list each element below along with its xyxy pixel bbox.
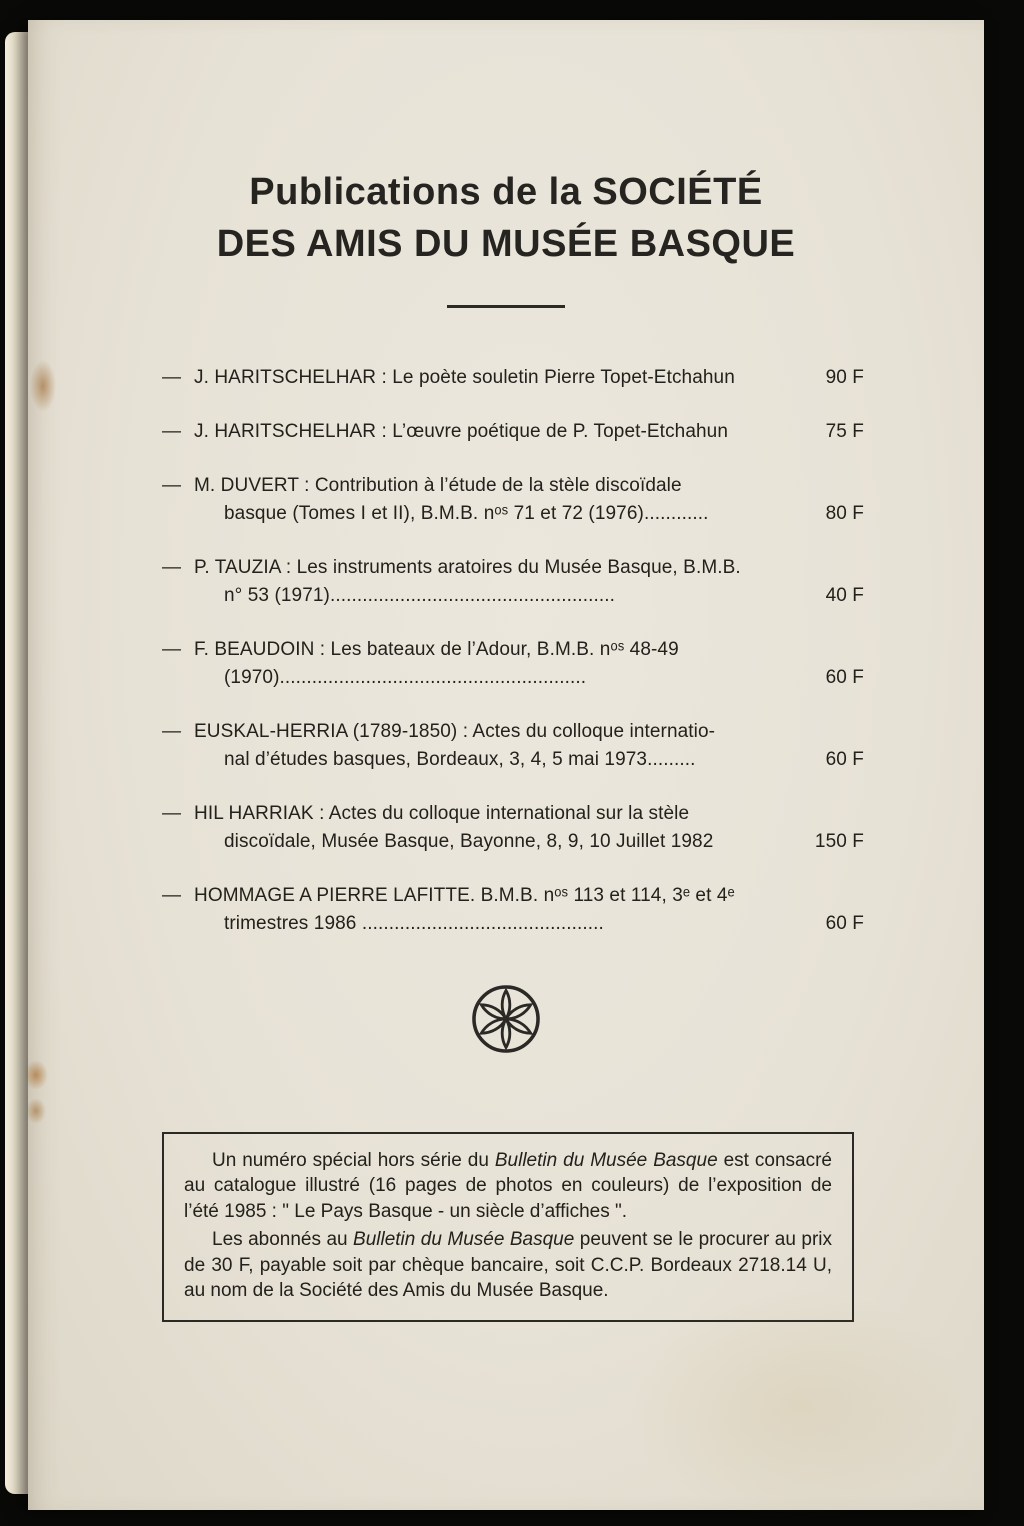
title-divider — [447, 305, 565, 308]
publication-price: 60 F — [825, 912, 864, 934]
item-bullet-dash: — — [162, 638, 182, 660]
publication-line: basque (Tomes I et II), B.M.B. nᵒˢ 71 et 72 (1976)............ — [224, 502, 709, 524]
publication-line: M. DUVERT : Contribution à l’étude de la stèle discoïdale — [194, 474, 682, 496]
item-lines — [194, 472, 790, 528]
item-bullet-dash: — — [162, 474, 182, 496]
publication-line: HOMMAGE A PIERRE LAFITTE. B.M.B. nᵒˢ 113 et 114, 3ᵉ et 4ᵉ — [194, 884, 735, 906]
publication-price: 60 F — [825, 748, 864, 770]
item-lines — [194, 800, 790, 856]
publication-item — [162, 364, 864, 392]
page-title — [58, 166, 954, 271]
publication-price: 60 F — [825, 666, 864, 688]
note-text-segment: Un numéro spécial hors série du — [212, 1149, 495, 1171]
note-text-segment: Les abonnés au — [212, 1229, 354, 1251]
publication-line: discoïdale, Musée Basque, Bayonne, 8, 9, 10 Juillet 1982 — [224, 830, 714, 852]
page-title-line-2: DES AMIS DU MUSÉE BASQUE — [216, 223, 796, 266]
book-page — [28, 20, 984, 1510]
item-lines — [194, 418, 790, 446]
publication-price: 150 F — [814, 830, 864, 852]
publication-item — [162, 718, 864, 774]
publication-item — [162, 800, 864, 856]
item-lines — [194, 882, 790, 938]
note-paragraph — [184, 1227, 832, 1304]
paper-stain — [26, 1098, 46, 1124]
paper-stain — [24, 1060, 48, 1090]
publication-line: F. BEAUDOIN : Les bateaux de l’Adour, B.M.B. nᵒˢ 48-49 — [194, 638, 679, 660]
item-bullet-dash: — — [162, 720, 182, 742]
note-text-segment: Bulletin du Musée Basque — [494, 1149, 718, 1171]
publication-line: n° 53 (1971)..................................................... — [224, 584, 616, 606]
rosette-emblem-icon — [469, 982, 543, 1056]
note-paragraph — [184, 1148, 832, 1225]
note-text-segment: peuvent se le procurer au prix de 30 F, payable soit par chèque bancaire, soit C.C.P. Bordeaux 2718.14 U, au nom de la Société des Amis du Musée Basque. — [184, 1229, 832, 1302]
publication-item — [162, 472, 864, 528]
publication-price: 90 F — [825, 366, 864, 388]
item-bullet-dash: — — [162, 420, 182, 442]
publication-line: HIL HARRIAK : Actes du colloque international sur la stèle — [194, 802, 690, 824]
publication-line: nal d’études basques, Bordeaux, 3, 4, 5 mai 1973......... — [224, 748, 696, 770]
publication-item — [162, 636, 864, 692]
item-bullet-dash: — — [162, 556, 182, 578]
paper-stain — [628, 1290, 968, 1520]
publication-line: P. TAUZIA : Les instruments aratoires du Musée Basque, B.M.B. — [194, 556, 741, 578]
item-bullet-dash: — — [162, 884, 182, 906]
item-lines — [194, 554, 790, 610]
item-bullet-dash: — — [162, 366, 182, 388]
paper-stain — [30, 360, 56, 412]
note-box — [162, 1132, 854, 1322]
publication-item — [162, 418, 864, 446]
note-text-segment: Bulletin du Musée Basque — [353, 1229, 575, 1251]
publication-price: 75 F — [825, 420, 864, 442]
publication-item — [162, 882, 864, 938]
page-title-line-1: Publications de la SOCIÉTÉ — [249, 171, 763, 213]
publication-line: J. HARITSCHELHAR : L’œuvre poétique de P. Topet-Etchahun — [194, 420, 728, 442]
item-lines — [194, 636, 790, 692]
publication-item — [162, 554, 864, 610]
item-bullet-dash: — — [162, 802, 182, 824]
publication-price: 80 F — [825, 502, 864, 524]
publication-line: trimestres 1986 ............................................. — [224, 912, 604, 934]
item-lines — [194, 718, 790, 774]
publication-line: (1970)......................................................... — [224, 666, 587, 688]
publication-line: J. HARITSCHELHAR : Le poète souletin Pierre Topet-Etchahun — [194, 366, 735, 388]
item-lines — [194, 364, 790, 392]
publications-list — [162, 364, 864, 938]
publication-line: EUSKAL-HERRIA (1789-1850) : Actes du colloque internatio- — [194, 720, 716, 742]
publication-price: 40 F — [825, 584, 864, 606]
note-text-segment: est consacré au catalogue illustré (16 pages de photos en couleurs) de l’exposition de l’été 1985 : " Le Pays Basque - un siècle d’affiches ". — [184, 1149, 832, 1222]
